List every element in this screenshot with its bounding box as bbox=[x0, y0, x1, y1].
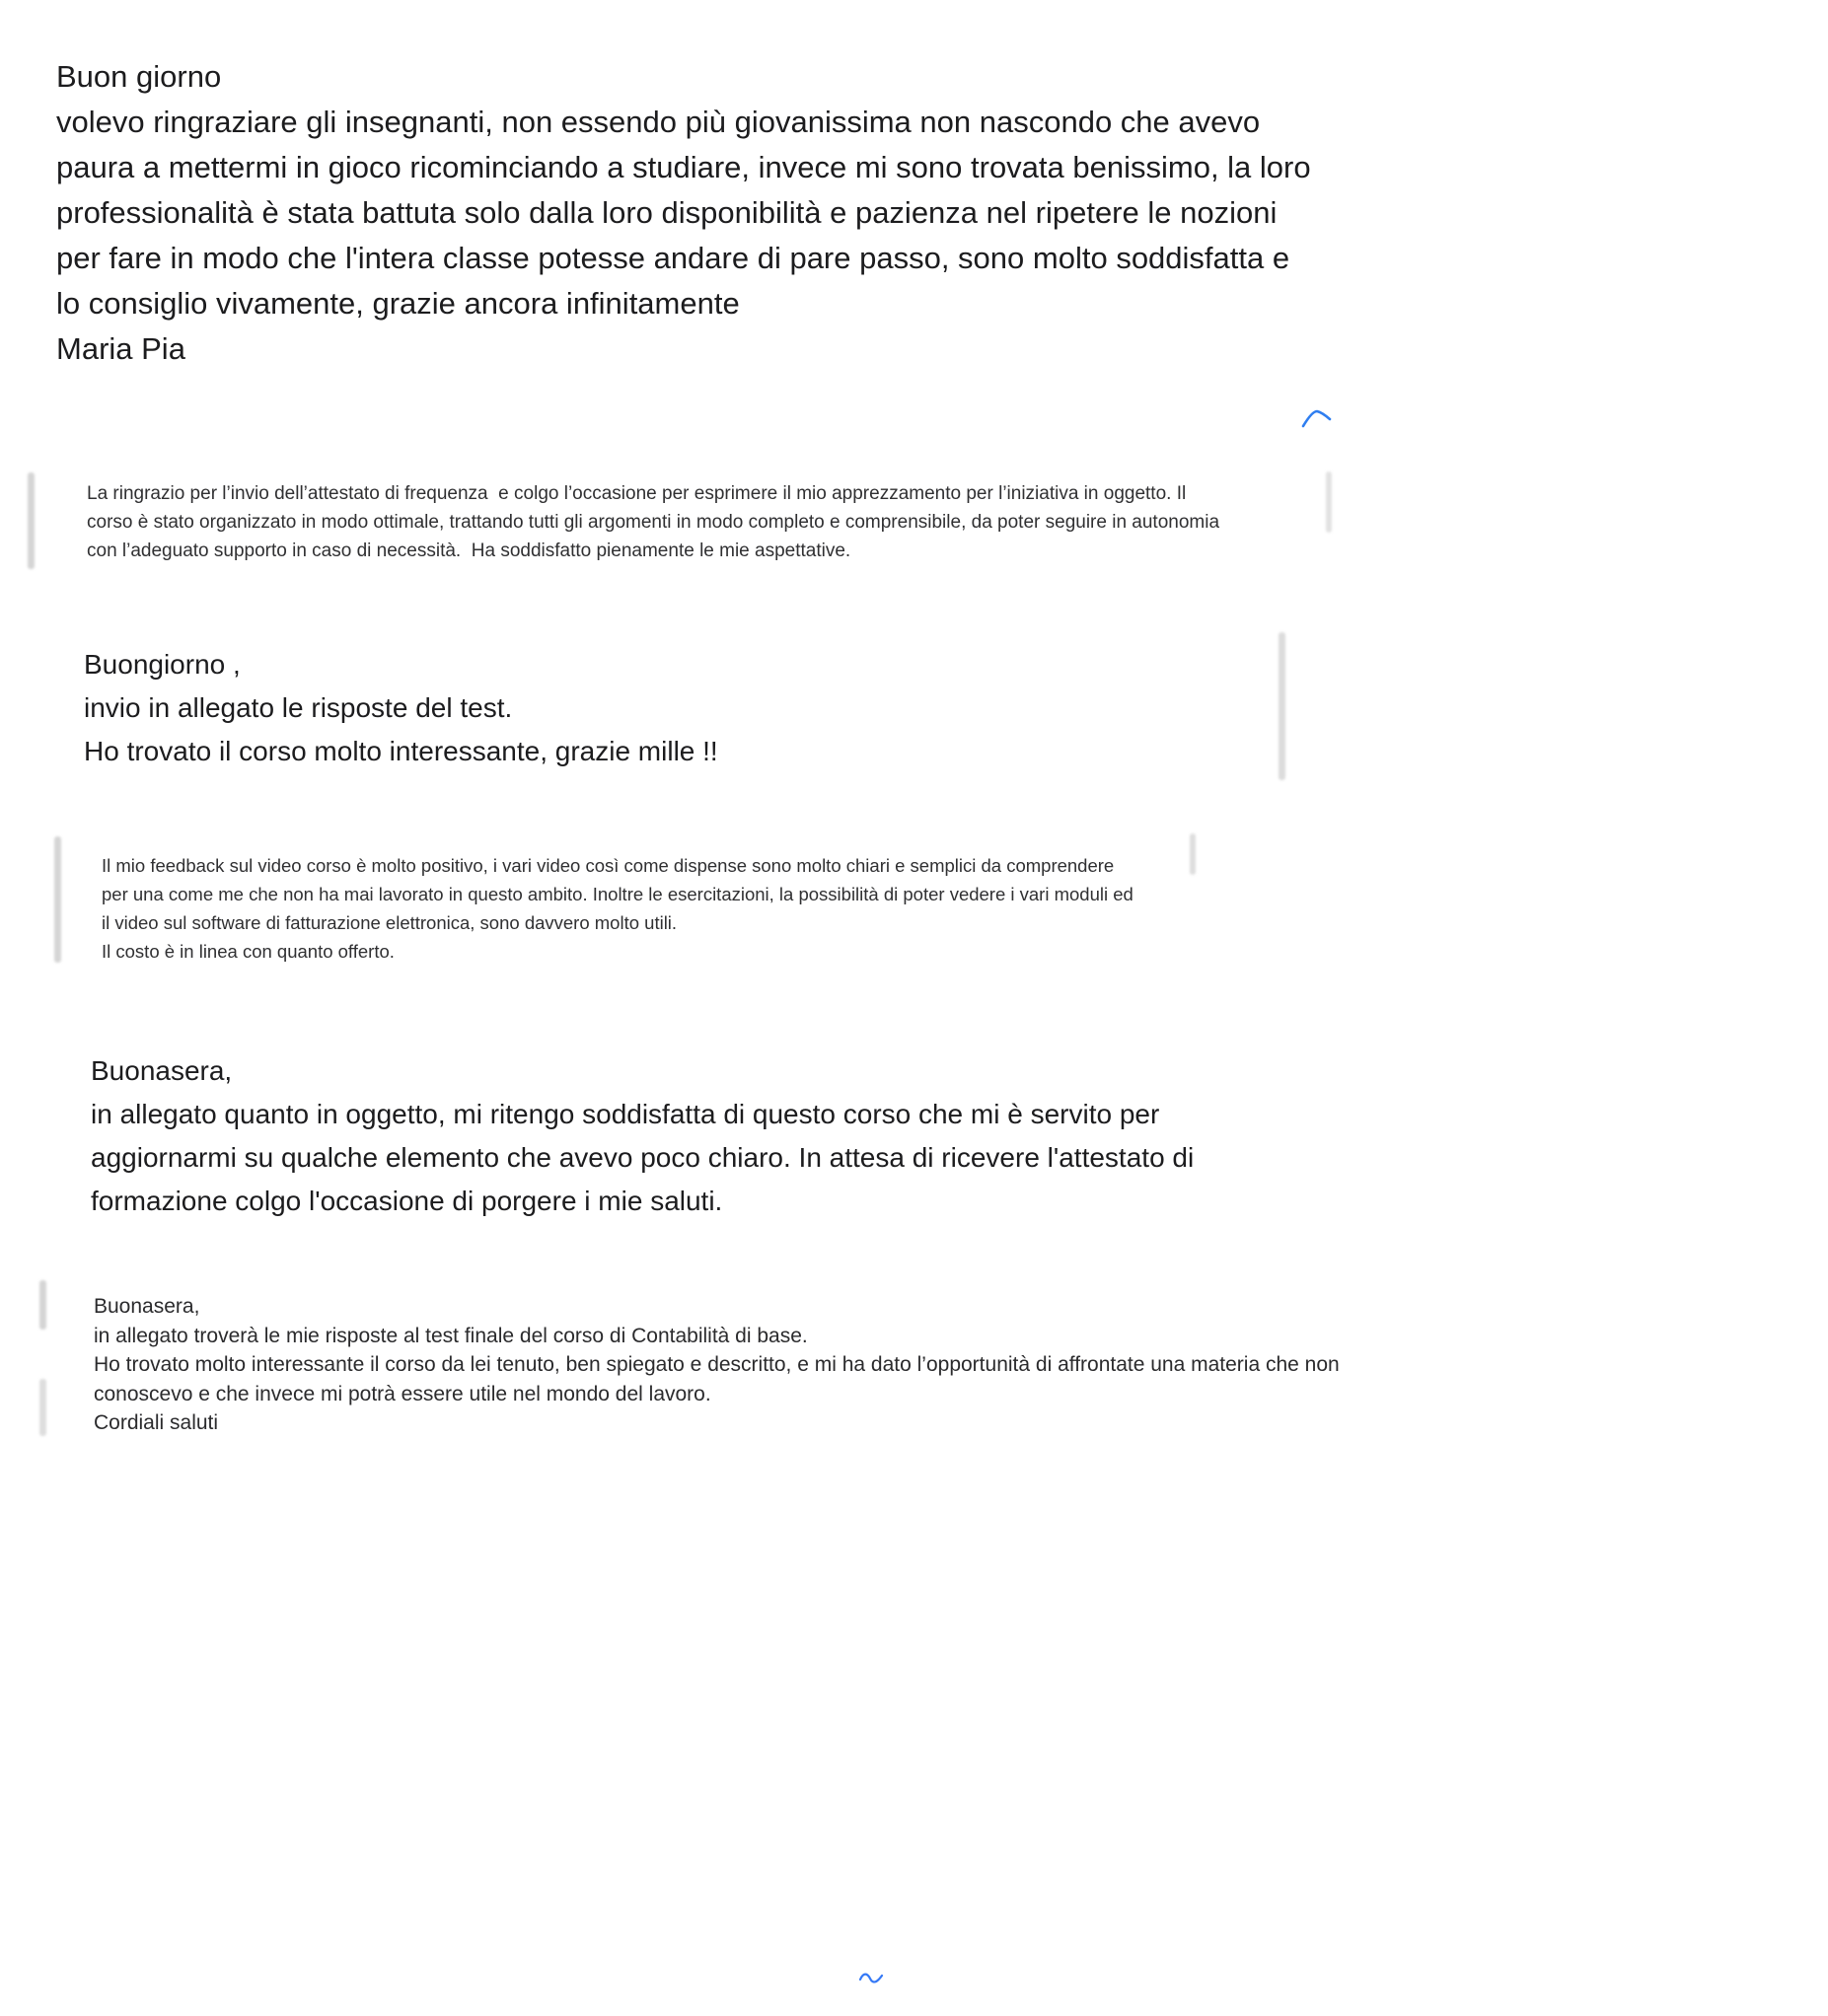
testimonial-line: corso è stato organizzato in modo ottimale, trattando tutti gli argomenti in modo completo e comprensibile, da poter seguire in autonomia bbox=[87, 512, 1220, 533]
testimonial-line: Cordiali saluti bbox=[94, 1411, 219, 1434]
pasted-screenshot-edge bbox=[1279, 632, 1285, 780]
pasted-screenshot-edge bbox=[39, 1280, 46, 1330]
testimonial-line: Maria Pia bbox=[56, 331, 185, 366]
testimonial-contabilita-base bbox=[94, 1292, 1340, 1438]
testimonial-line: Ho trovato il corso molto interessante, grazie mille !! bbox=[84, 736, 718, 766]
testimonial-line: per una come me che non ha mai lavorato in questo ambito. Inoltre le esercitazioni, la possibilità di poter vedere i vari moduli ed bbox=[102, 884, 1133, 904]
pasted-screenshot-edge bbox=[1326, 471, 1332, 533]
testimonial-line: per fare in modo che l'intera classe potesse andare di pare passo, sono molto soddisfatta e bbox=[56, 241, 1290, 275]
testimonial-line: in allegato quanto in oggetto, mi ritengo soddisfatta di questo corso che mi è servito per bbox=[91, 1099, 1160, 1129]
testimonial-line: paura a mettermi in gioco ricominciando a studiare, invece mi sono trovata benissimo, la loro bbox=[56, 150, 1311, 184]
testimonial-line: Buonasera, bbox=[91, 1055, 233, 1086]
testimonial-maria-pia bbox=[56, 54, 1311, 372]
blue-pen-stroke-icon bbox=[1300, 407, 1334, 431]
testimonial-line: in allegato troverà le mie risposte al test finale del corso di Contabilità di base. bbox=[94, 1324, 808, 1347]
testimonial-line: Il mio feedback sul video corso è molto positivo, i vari video così come dispense sono molto chiari e semplici da comprendere bbox=[102, 855, 1115, 876]
pasted-screenshot-edge bbox=[39, 1379, 46, 1436]
testimonial-line: Buonasera, bbox=[94, 1295, 200, 1318]
testimonial-risposte-test bbox=[84, 643, 718, 773]
testimonial-line: professionalità è stata battuta solo dalla loro disponibilità e pazienza nel ripetere le nozioni bbox=[56, 195, 1278, 230]
testimonial-line: formazione colgo l'occasione di porgere i mie saluti. bbox=[91, 1186, 723, 1216]
testimonial-line: lo consiglio vivamente, grazie ancora infinitamente bbox=[56, 286, 740, 321]
testimonial-line: aggiornarmi su qualche elemento che avevo poco chiaro. In attesa di ricevere l'attestato di bbox=[91, 1142, 1195, 1173]
blue-link-mark-icon bbox=[858, 1970, 884, 1985]
testimonial-line: La ringrazio per l’invio dell’attestato di frequenza e colgo l’occasione per esprimere il mio apprezzamento per l’iniziativa in oggetto. Il bbox=[87, 483, 1187, 504]
testimonial-video-corso bbox=[102, 851, 1133, 966]
testimonial-line: Ho trovato molto interessante il corso da lei tenuto, ben spiegato e descritto, e mi ha dato l’opportunità di affrontate una materia che non bbox=[94, 1353, 1340, 1376]
testimonial-line: Il costo è in linea con quanto offerto. bbox=[102, 941, 395, 962]
testimonial-line: Buongiorno , bbox=[84, 649, 241, 680]
pasted-screenshot-edge bbox=[1190, 833, 1196, 875]
pasted-screenshot-edge bbox=[54, 836, 61, 963]
testimonial-buonasera-attestato bbox=[91, 1049, 1194, 1223]
testimonial-line: volevo ringraziare gli insegnanti, non essendo più giovanissima non nascondo che avevo bbox=[56, 105, 1261, 139]
testimonial-line: invio in allegato le risposte del test. bbox=[84, 692, 513, 723]
testimonial-line: il video sul software di fatturazione elettronica, sono davvero molto utili. bbox=[102, 912, 678, 933]
testimonial-attestato-frequenza bbox=[87, 479, 1219, 565]
pasted-screenshot-edge bbox=[28, 472, 35, 569]
testimonial-line: Buon giorno bbox=[56, 59, 222, 94]
testimonial-line: conoscevo e che invece mi potrà essere utile nel mondo del lavoro. bbox=[94, 1382, 711, 1405]
testimonial-line: con l’adeguato supporto in caso di necessità. Ha soddisfatto pienamente le mie aspettative. bbox=[87, 540, 851, 561]
